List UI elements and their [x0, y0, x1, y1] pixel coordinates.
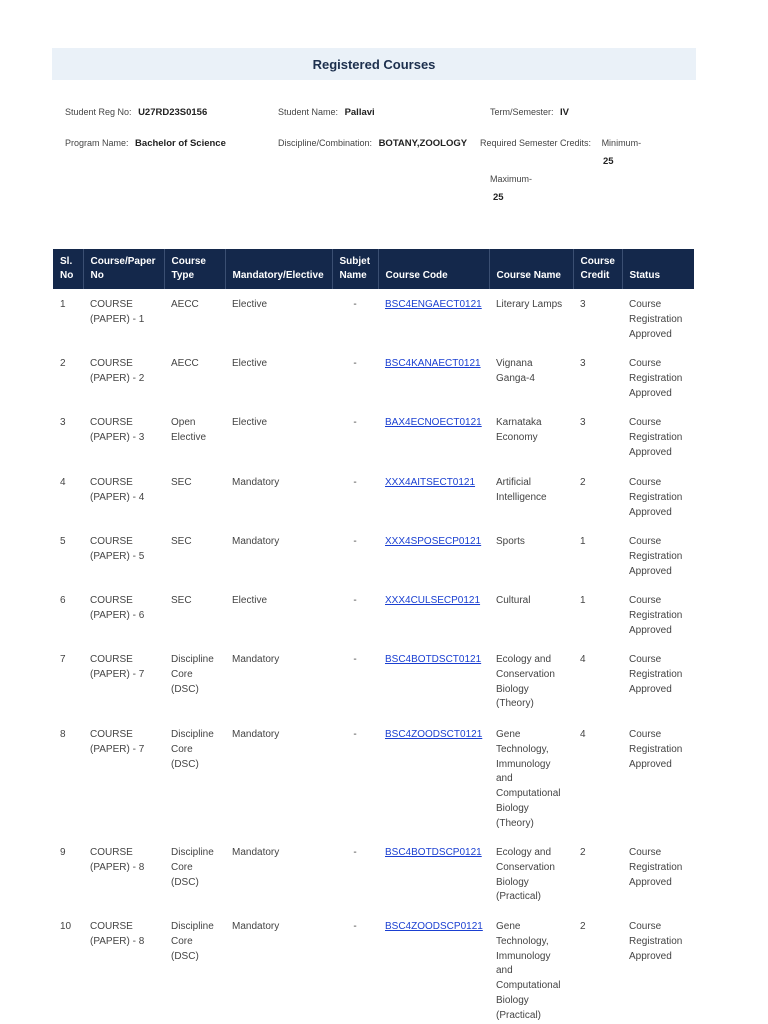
student-name-label: Student Name: [278, 107, 339, 117]
cell-course-paper-no: COURSE (PAPER) - 3 [90, 417, 145, 443]
page-title: Registered Courses [52, 48, 696, 80]
cell-course-code [378, 911, 489, 1024]
header-course-type: Course Type [164, 249, 225, 289]
cell-mandatory-elective: Mandatory [232, 477, 280, 488]
cell-status: Course Registration Approved [629, 477, 683, 518]
cell-course-name: Literary Lamps [496, 299, 563, 310]
program-name-label: Program Name: [65, 138, 129, 148]
discipline-combination [278, 138, 467, 149]
table-row [53, 289, 694, 348]
cell-subject-name: - [353, 417, 357, 428]
cell-course-type: Discipline Core (DSC) [171, 729, 214, 770]
student-reg-no-value: U27RD23S0156 [138, 107, 208, 118]
course-code-link[interactable]: BSC4ZOODSCP0121 [385, 921, 483, 932]
cell-status: Course Registration Approved [629, 654, 683, 695]
student-name [278, 107, 375, 118]
cell-course-code [378, 585, 489, 644]
cell-mandatory-elective: Elective [232, 417, 268, 428]
cell-subject-name: - [353, 536, 357, 547]
cell-sl-no: 7 [60, 654, 66, 665]
header-mandatory-elective: Mandatory/Elective [225, 249, 332, 289]
cell-course-type: AECC [171, 358, 199, 369]
course-code-link[interactable]: BSC4BOTDSCP0121 [385, 847, 482, 858]
course-code-link[interactable]: BSC4ZOODSCT0121 [385, 729, 483, 740]
cell-course-type: SEC [171, 477, 192, 488]
table-row [53, 911, 694, 1024]
cell-sl-no: 1 [60, 299, 66, 310]
cell-course-name: Vignana Ganga-4 [496, 358, 535, 384]
cell-subject-name: - [353, 654, 357, 665]
cell-course-type: SEC [171, 595, 192, 606]
cell-sl-no: 6 [60, 595, 66, 606]
required-credits-label: Required Semester Credits: [480, 138, 592, 148]
table-row [53, 585, 694, 644]
cell-course-type: AECC [171, 299, 199, 310]
cell-course-code [378, 719, 489, 837]
table-row [53, 719, 694, 837]
term-semester [490, 107, 569, 118]
cell-course-name: Cultural [496, 595, 531, 606]
student-reg-no-label: Student Reg No: [65, 107, 132, 117]
cell-mandatory-elective: Elective [232, 595, 268, 606]
cell-course-name: Ecology and Conservation Biology (Practical) [496, 847, 555, 903]
term-semester-value: IV [560, 107, 570, 118]
header-course-credit: Course Credit [573, 249, 622, 289]
minimum-label: Minimum- [601, 138, 642, 148]
course-code-link[interactable]: BAX4ECNOECT0121 [385, 417, 482, 428]
cell-course-code [378, 289, 489, 348]
maximum-credits-value: 25 [493, 192, 504, 203]
cell-sl-no: 2 [60, 358, 66, 369]
cell-course-paper-no: COURSE (PAPER) - 2 [90, 358, 145, 384]
cell-course-paper-no: COURSE (PAPER) - 5 [90, 536, 145, 562]
table-row [53, 526, 694, 585]
course-code-link[interactable]: XXX4AITSECT0121 [385, 477, 476, 488]
cell-course-name: Gene Technology, Immunology and Computational Biology (Theory) [496, 729, 561, 829]
header-course-code: Course Code [378, 249, 489, 289]
course-code-link[interactable]: XXX4CULSECP0121 [385, 595, 481, 606]
cell-status: Course Registration Approved [629, 595, 683, 636]
cell-course-type: Open Elective [171, 417, 207, 443]
cell-course-name: Sports [496, 536, 525, 547]
cell-course-credit: 3 [580, 358, 586, 369]
required-credits [480, 138, 641, 148]
minimum-credits-value: 25 [603, 156, 614, 167]
cell-subject-name: - [353, 477, 357, 488]
cell-course-credit: 4 [580, 729, 586, 740]
table-row [53, 837, 694, 911]
cell-course-paper-no: COURSE (PAPER) - 8 [90, 921, 145, 947]
cell-course-type: Discipline Core (DSC) [171, 847, 214, 888]
cell-course-credit: 2 [580, 921, 586, 932]
cell-status: Course Registration Approved [629, 417, 683, 458]
cell-course-credit: 1 [580, 595, 586, 606]
term-semester-label: Term/Semester: [490, 107, 554, 117]
cell-course-paper-no: COURSE (PAPER) - 4 [90, 477, 145, 503]
cell-course-credit: 2 [580, 847, 586, 858]
cell-course-name: Karnataka Economy [496, 417, 542, 443]
cell-course-code [378, 837, 489, 911]
cell-course-credit: 1 [580, 536, 586, 547]
cell-sl-no: 10 [60, 921, 72, 932]
program-name [65, 138, 226, 149]
cell-status: Course Registration Approved [629, 729, 683, 770]
header-sl-no: Sl. No [53, 249, 83, 289]
cell-course-code [378, 348, 489, 407]
cell-sl-no: 8 [60, 729, 66, 740]
header-status: Status [622, 249, 694, 289]
cell-subject-name: - [353, 595, 357, 606]
student-name-value: Pallavi [344, 107, 375, 118]
program-name-value: Bachelor of Science [135, 138, 226, 149]
cell-course-paper-no: COURSE (PAPER) - 1 [90, 299, 145, 325]
cell-sl-no: 5 [60, 536, 66, 547]
registered-courses-table [53, 249, 694, 1024]
cell-course-name: Ecology and Conservation Biology (Theory) [496, 654, 555, 710]
cell-mandatory-elective: Mandatory [232, 729, 280, 740]
cell-mandatory-elective: Mandatory [232, 536, 280, 547]
course-code-link[interactable]: BSC4ENGAECT0121 [385, 299, 482, 310]
cell-course-credit: 3 [580, 417, 586, 428]
cell-course-credit: 2 [580, 477, 586, 488]
cell-sl-no: 9 [60, 847, 66, 858]
cell-course-code [378, 526, 489, 585]
table-header-row [53, 249, 694, 289]
cell-mandatory-elective: Elective [232, 299, 268, 310]
header-course-name: Course Name [489, 249, 573, 289]
discipline-value: BOTANY,ZOOLOGY [378, 138, 468, 149]
cell-course-credit: 3 [580, 299, 586, 310]
discipline-label: Discipline/Combination: [278, 138, 373, 148]
cell-course-code [378, 467, 489, 526]
cell-subject-name: - [353, 921, 357, 932]
cell-status: Course Registration Approved [629, 299, 683, 340]
cell-sl-no: 4 [60, 477, 66, 488]
course-code-link[interactable]: BSC4KANAECT0121 [385, 358, 481, 369]
header-course-paper-no: Course/Paper No [83, 249, 164, 289]
cell-course-code [378, 644, 489, 719]
cell-course-paper-no: COURSE (PAPER) - 7 [90, 654, 145, 680]
cell-course-code [378, 407, 489, 467]
cell-mandatory-elective: Mandatory [232, 654, 280, 665]
cell-course-type: Discipline Core (DSC) [171, 654, 214, 695]
course-code-link[interactable]: XXX4SPOSECP0121 [385, 536, 482, 547]
student-reg-no [65, 107, 207, 118]
header-subject-name: Subjet Name [332, 249, 378, 289]
table-row [53, 407, 694, 467]
cell-sl-no: 3 [60, 417, 66, 428]
maximum-label: Maximum- [490, 174, 532, 184]
cell-status: Course Registration Approved [629, 847, 683, 888]
table-row [53, 644, 694, 719]
cell-subject-name: - [353, 299, 357, 310]
cell-mandatory-elective: Mandatory [232, 921, 280, 932]
cell-mandatory-elective: Elective [232, 358, 268, 369]
cell-course-paper-no: COURSE (PAPER) - 6 [90, 595, 145, 621]
table-row [53, 467, 694, 526]
cell-subject-name: - [353, 358, 357, 369]
cell-course-type: Discipline Core (DSC) [171, 921, 214, 962]
cell-status: Course Registration Approved [629, 358, 683, 399]
cell-status: Course Registration Approved [629, 536, 683, 577]
cell-course-credit: 4 [580, 654, 586, 665]
cell-course-type: SEC [171, 536, 192, 547]
cell-subject-name: - [353, 729, 357, 740]
cell-mandatory-elective: Mandatory [232, 847, 280, 858]
cell-course-name: Artificial Intelligence [496, 477, 547, 503]
cell-course-paper-no: COURSE (PAPER) - 8 [90, 847, 145, 873]
cell-course-paper-no: COURSE (PAPER) - 7 [90, 729, 145, 755]
cell-course-name: Gene Technology, Immunology and Computational Biology (Practical) [496, 921, 561, 1021]
cell-subject-name: - [353, 847, 357, 858]
cell-status: Course Registration Approved [629, 921, 683, 962]
course-code-link[interactable]: BSC4BOTDSCT0121 [385, 654, 482, 665]
table-row [53, 348, 694, 407]
